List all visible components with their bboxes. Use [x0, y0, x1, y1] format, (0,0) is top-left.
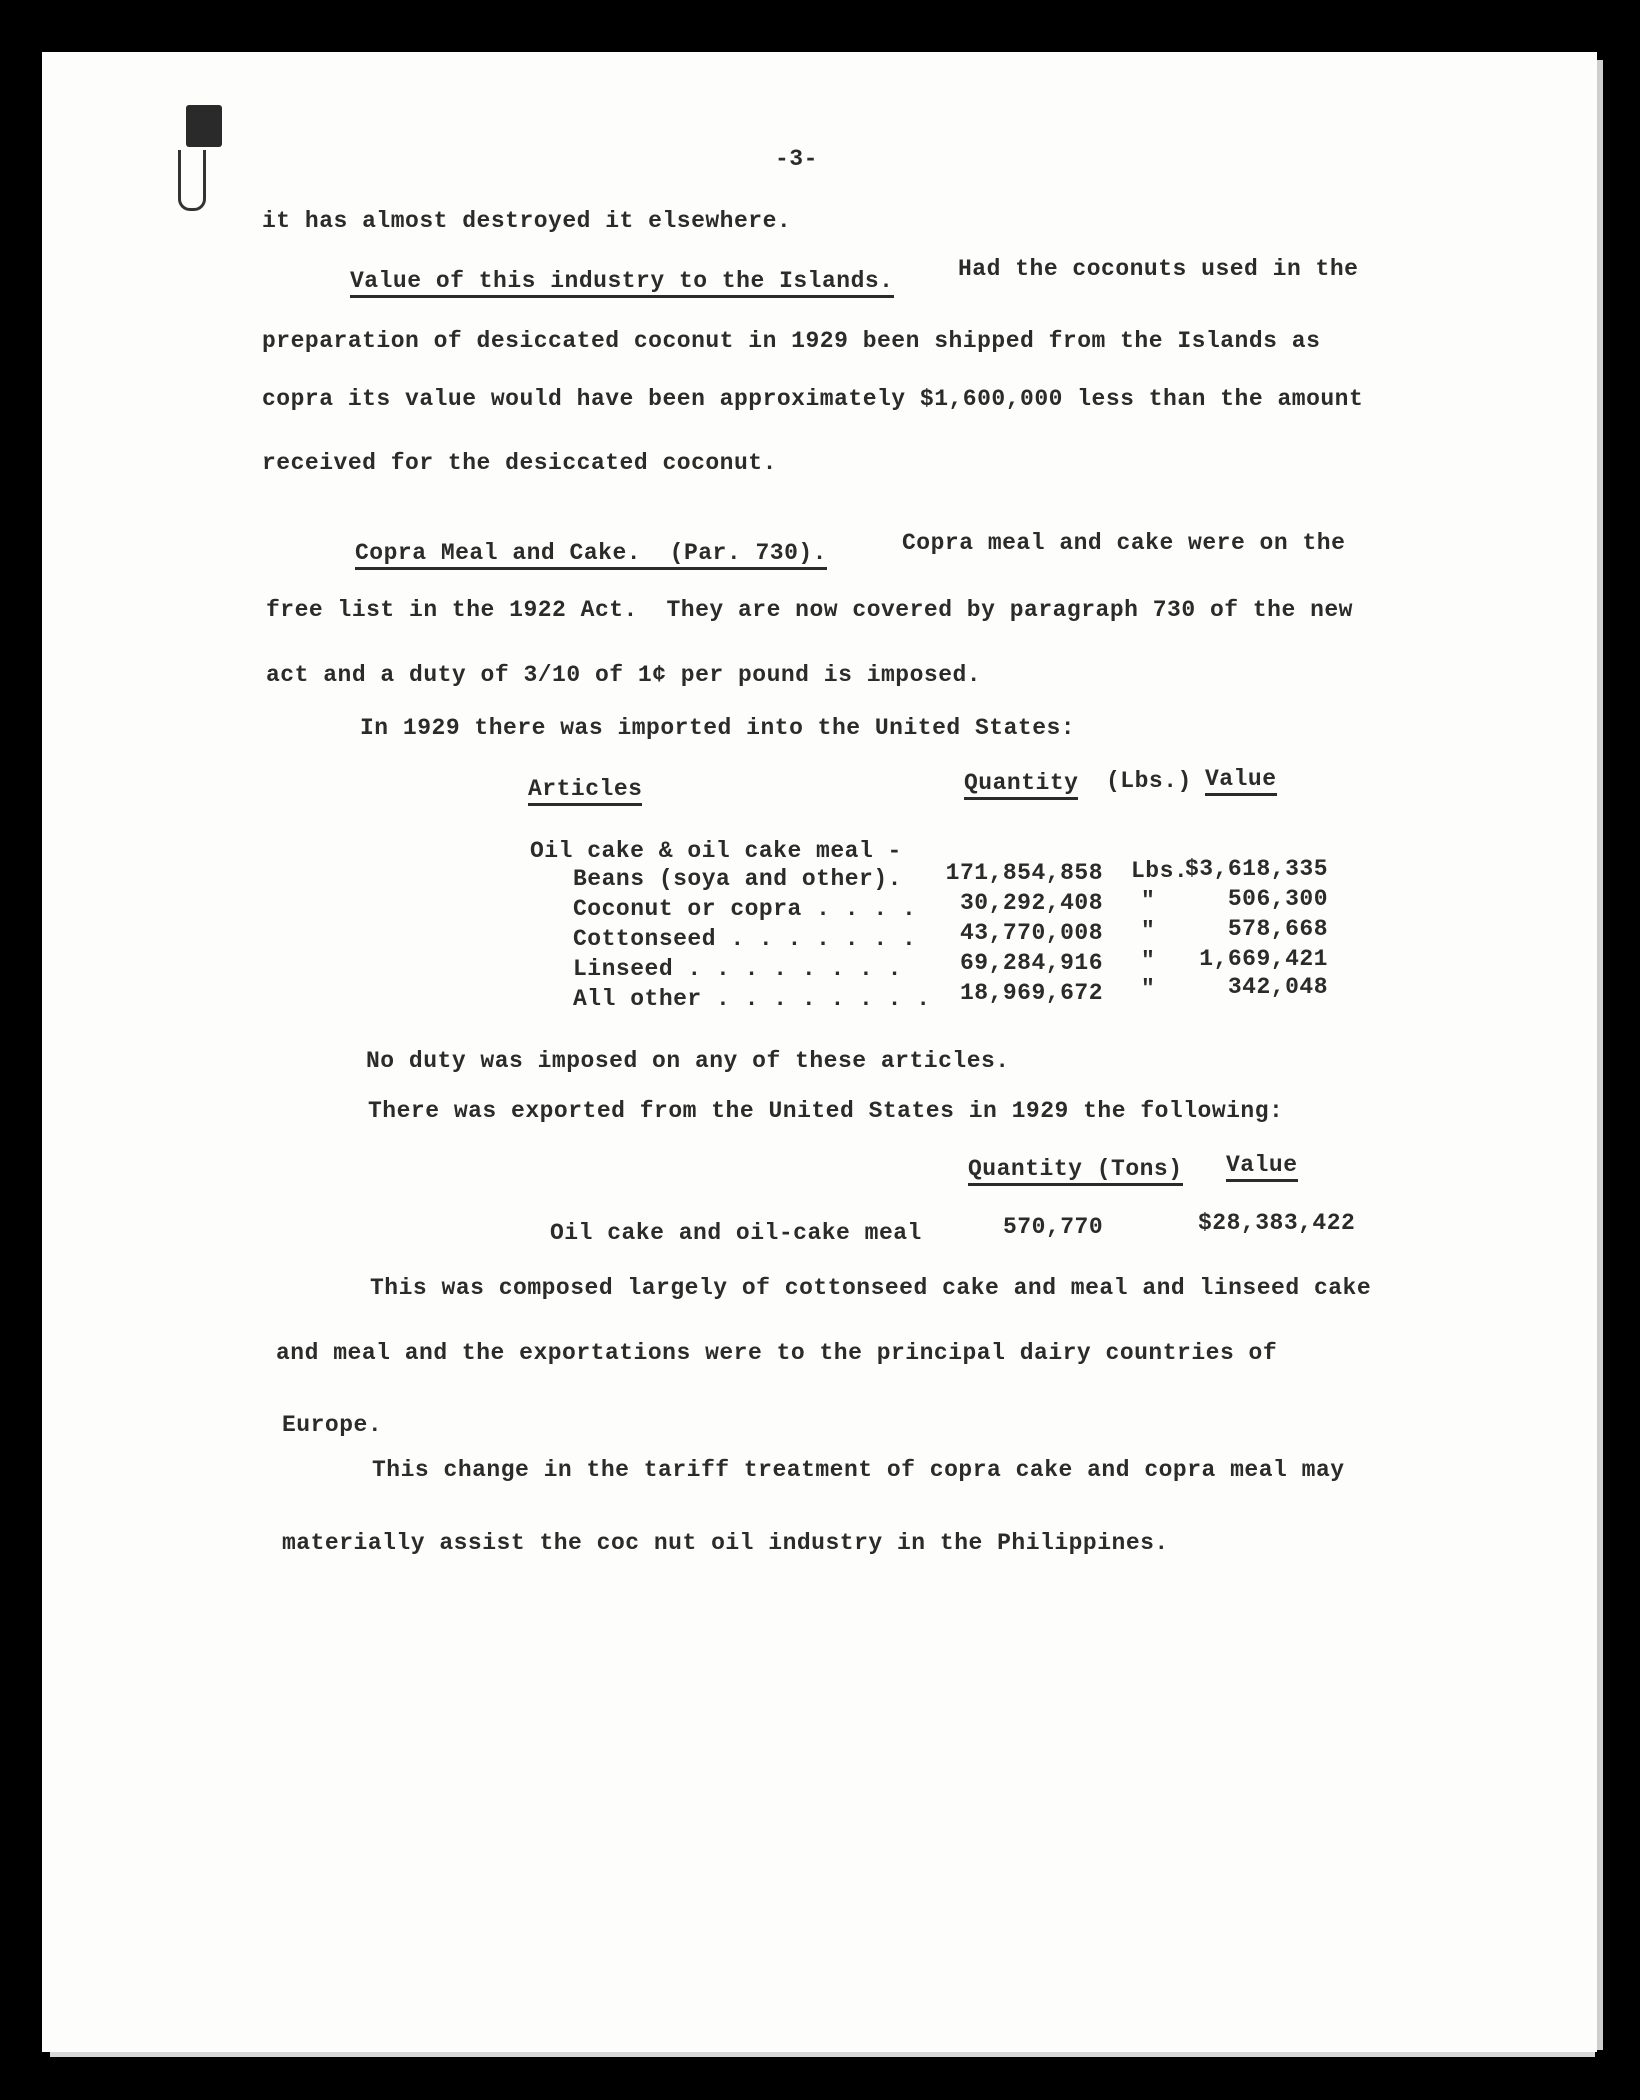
table-header-unit: (Lbs.) — [1106, 768, 1192, 794]
table-cell-quantity: 69,284,916 — [959, 950, 1103, 976]
text-line: Europe. — [282, 1412, 383, 1438]
table-cell-quantity: 171,854,858 — [945, 860, 1103, 886]
table-group-label: Oil cake & oil cake meal - — [530, 838, 902, 864]
text-line: it has almost destroyed it elsewhere. — [262, 208, 792, 234]
section-heading: Copra Meal and Cake. (Par. 730). — [355, 540, 827, 570]
table-cell-article: Coconut or copra . . . . — [573, 896, 917, 922]
table-cell-value: 578,668 — [1227, 916, 1328, 942]
text-line: received for the desiccated coconut. — [262, 450, 777, 476]
page-edge — [50, 2052, 1595, 2057]
table-cell-article: Cottonseed . . . . . . . — [573, 926, 917, 952]
paper-clip-mark — [178, 150, 206, 211]
text-line: free list in the 1922 Act. They are now covered by paragraph 730 of the new — [266, 597, 1353, 623]
table-cell-unit: Lbs. — [1131, 858, 1189, 884]
table-header-value: Value — [1205, 766, 1277, 796]
table-cell-value: 506,300 — [1227, 886, 1328, 912]
page-edge — [1597, 60, 1603, 2050]
text-line: and meal and the exportations were to the principal dairy countries of — [276, 1340, 1278, 1366]
table-cell-quantity: 30,292,408 — [959, 890, 1103, 916]
table-cell-quantity: 570,770 — [1003, 1214, 1104, 1240]
table-cell-unit: " — [1141, 976, 1156, 1002]
table-cell-article: Beans (soya and other). — [573, 866, 902, 892]
table-header-quantity: Quantity (Tons) — [968, 1156, 1183, 1186]
text-line: This was composed largely of cottonseed cake and meal and linseed cake — [370, 1275, 1372, 1301]
text-line: No duty was imposed on any of these articles. — [366, 1048, 1010, 1074]
text-line: preparation of desiccated coconut in 1929 been shipped from the Islands as — [262, 328, 1321, 354]
section-heading: Value of this industry to the Islands. — [350, 268, 894, 298]
paper-clip-mark — [186, 105, 222, 147]
text-line: There was exported from the United States in 1929 the following: — [368, 1098, 1284, 1124]
table-cell-quantity: 18,969,672 — [959, 980, 1103, 1006]
text-line: materially assist the coc nut oil industry in the Philippines. — [282, 1530, 1169, 1556]
table-cell-value: $3,618,335 — [1184, 856, 1328, 882]
text-line: act and a duty of 3/10 of 1¢ per pound is imposed. — [266, 662, 982, 688]
table-cell-value: 1,669,421 — [1199, 946, 1328, 972]
table-cell-article: Linseed . . . . . . . . — [573, 956, 902, 982]
page-number: -3- — [775, 146, 818, 172]
table-header-articles: Articles — [528, 776, 642, 806]
text-line: Had the coconuts used in the — [958, 256, 1359, 282]
table-cell-value: 342,048 — [1227, 974, 1328, 1000]
table-cell-unit: " — [1141, 888, 1156, 914]
table-cell-quantity: 43,770,008 — [959, 920, 1103, 946]
table-header-quantity: Quantity — [964, 770, 1078, 800]
table-cell-value: $28,383,422 — [1198, 1210, 1356, 1236]
table-cell-article: Oil cake and oil-cake meal — [550, 1220, 922, 1246]
text-line: copra its value would have been approximately $1,600,000 less than the amount — [262, 386, 1364, 412]
text-line: In 1929 there was imported into the United States: — [360, 715, 1076, 741]
table-header-value: Value — [1226, 1152, 1298, 1182]
table-cell-unit: " — [1141, 918, 1156, 944]
text-line: This change in the tariff treatment of copra cake and copra meal may — [372, 1457, 1345, 1483]
table-cell-unit: " — [1141, 948, 1156, 974]
table-cell-article: All other . . . . . . . . — [573, 986, 931, 1012]
text-line: Copra meal and cake were on the — [902, 530, 1346, 556]
